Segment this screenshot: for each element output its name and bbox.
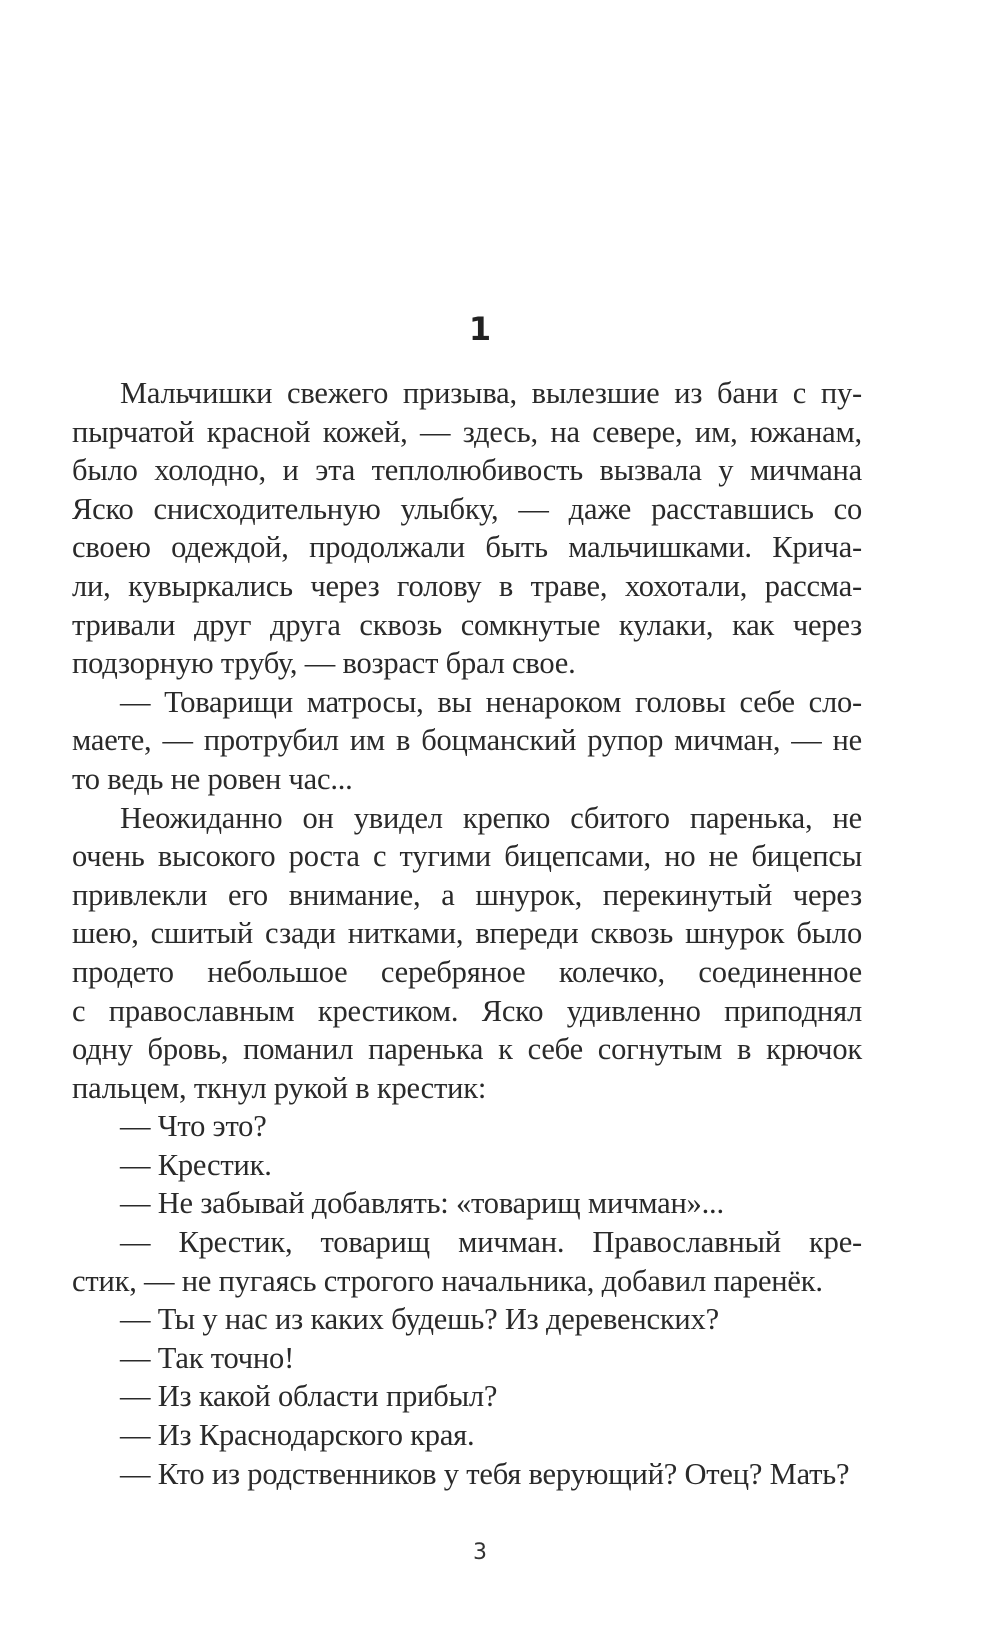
- text-line: Мальчишки свежего призыва, вылезшие из бани с пу-: [120, 376, 862, 410]
- text-line: — Кто из родственников у тебя верующий? Отец? Мать?: [120, 1456, 850, 1491]
- text-line: было холодно, и эта теплолюбивость вызвала у мичмана: [72, 453, 862, 488]
- text-line: одну бровь, поманил паренька к себе согнутым в крючок: [72, 1032, 862, 1067]
- text-line: своею одеждой, продолжали быть мальчишками. Крича-: [72, 530, 862, 565]
- text-line: маете, — протрубил им в боцманский рупор мичман, — не: [72, 723, 862, 758]
- text-line: — Из какой области прибыл?: [120, 1379, 498, 1414]
- paragraph: [72, 1223, 862, 1300]
- text-line: — Крестик.: [120, 1147, 272, 1182]
- text-line: Неожиданно он увидел крепко сбитого паренька, не: [120, 800, 862, 835]
- text-line: привлекли его внимание, а шнурок, перекинутый через: [72, 877, 862, 912]
- text-line: пырчатой красной кожей, — здесь, на севере, им, южанам,: [72, 414, 862, 449]
- paragraph: [72, 1416, 862, 1455]
- text-line: ли, кувыркались через голову в траве, хохотали, рассма-: [72, 568, 862, 603]
- paragraph: [72, 799, 862, 1108]
- text-line: пальцем, ткнул рукой в крестик:: [72, 1070, 487, 1105]
- text-block: [72, 374, 862, 1493]
- text-line: — Крестик, товарищ мичман. Православный кре-: [120, 1225, 862, 1260]
- text-line: стик, — не пугаясь строгого начальника, добавил паренёк.: [72, 1263, 823, 1298]
- text-line: очень высокого роста с тугими бицепсами, но не бицепсы: [72, 839, 862, 874]
- paragraph: [72, 1377, 862, 1416]
- text-line: продето небольшое серебряное колечко, соединенное: [72, 954, 862, 989]
- text-line: подзорную трубу, — возраст брал свое.: [72, 646, 576, 681]
- paragraph: [72, 1300, 862, 1339]
- paragraph: [72, 1107, 862, 1146]
- text-line: то ведь не ровен час...: [72, 761, 353, 796]
- paragraph: [72, 1146, 862, 1185]
- text-line: шею, сшитый сзади нитками, впереди сквозь шнурок было: [72, 916, 862, 951]
- text-line: Яско снисходительную улыбку, — даже расставшись со: [72, 491, 862, 526]
- paragraph: [72, 1455, 862, 1494]
- paragraph: [72, 1339, 862, 1378]
- text-line: — Что это?: [120, 1109, 267, 1144]
- text-line: тривали друг друга сквозь сомкнутые кулаки, как через: [72, 607, 862, 642]
- paragraph: [72, 1184, 862, 1223]
- text-line: — Товарищи матросы, вы ненароком головы себе сло-: [120, 684, 862, 719]
- paragraph: [72, 683, 862, 799]
- text-line: — Ты у нас из каких будешь? Из деревенских?: [120, 1302, 719, 1337]
- text-line: — Не забывай добавлять: «товарищ мичман»...: [120, 1186, 724, 1221]
- page-number: 3: [473, 1540, 487, 1565]
- text-line: — Из Краснодарского края.: [120, 1418, 475, 1453]
- text-line: — Так точно!: [120, 1340, 295, 1375]
- chapter-number: 1: [468, 310, 492, 348]
- paragraph: [72, 374, 862, 683]
- text-line: с православным крестиком. Яско удивленно приподнял: [72, 993, 862, 1028]
